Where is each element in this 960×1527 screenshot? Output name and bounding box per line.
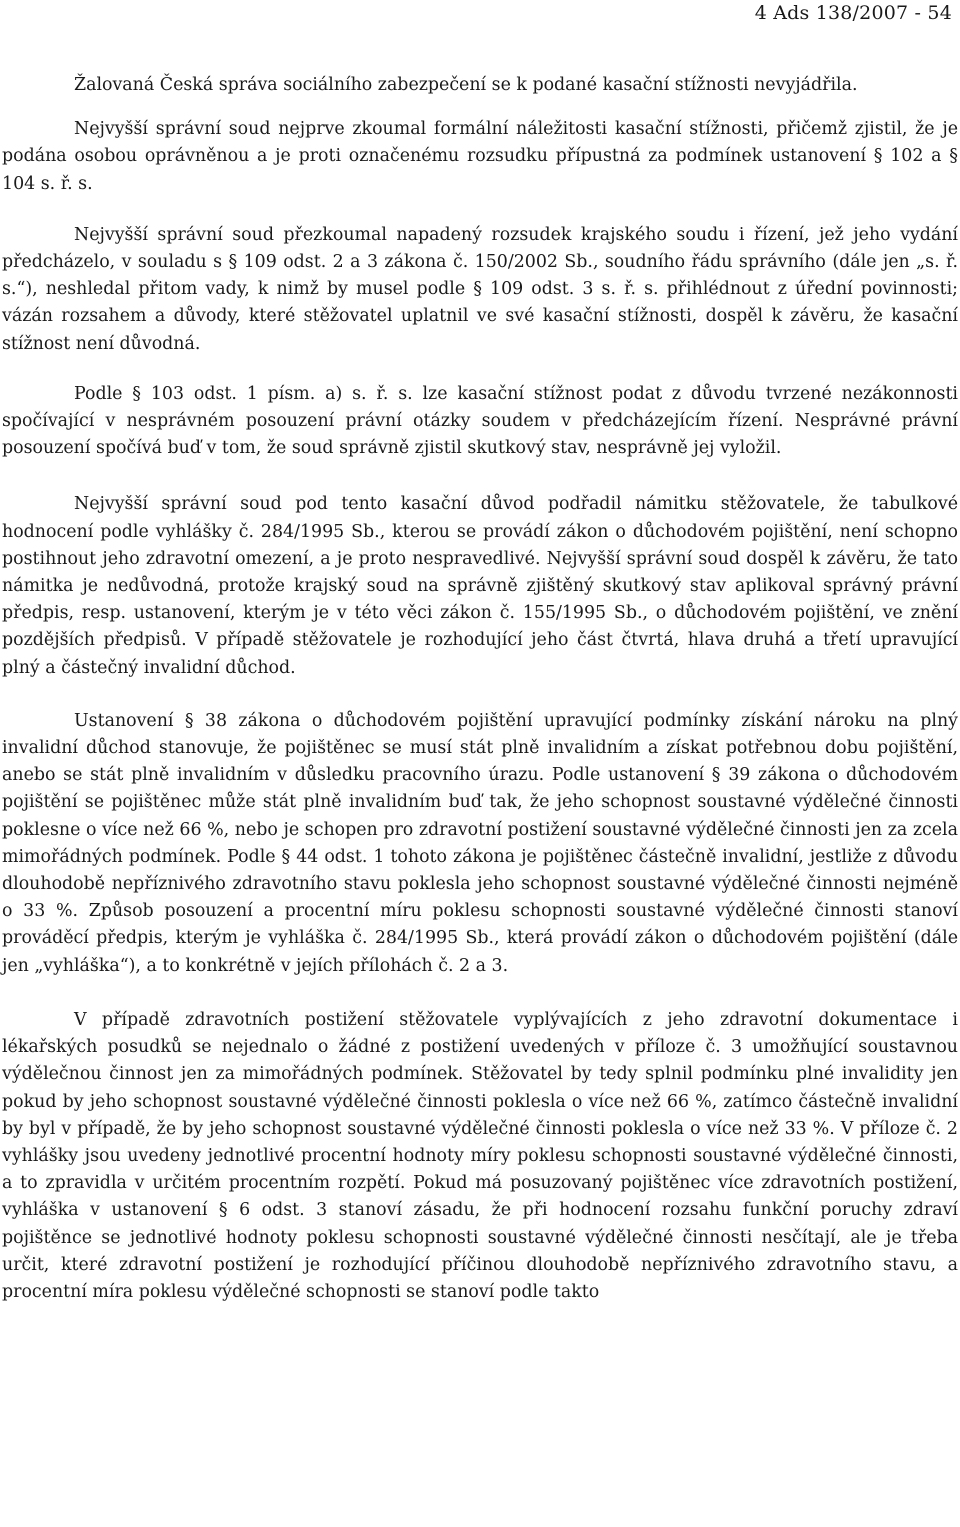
document-body <box>2 72 958 1331</box>
paragraph-respondent-statement: Žalovaná Česká správa sociálního zabezpečení se k podané kasační stížnosti nevyjádřila. <box>74 75 858 95</box>
paragraph-health-evaluation: V případě zdravotních postižení stěžovatele vyplývajících z jeho zdravotní dokumentace i lékařských posudků se nejednalo o žádné z postižení uvedených v příloze č. 3 umožňující soustavnou výdělečnou činnost jen za mimořádných podmínek. Stěžovatel by tedy splnil podmínku plné invalidity jen pokud by jeho schopnost soustavné výdělečné činnosti poklesla o více než 66 %, zatímco částečně invalidní by byl v případě, že by jeho schopnost soustavné výdělečné činnosti poklesla o více než 33 %. V příloze č. 2 vyhlášky jsou uvedeny jednotlivé procentní hodnoty míry poklesu schopnosti soustavné výdělečné činnosti, a to zpravidla v určitém procentním rozpětí. Pokud má posuzovaný pojištěnec více zdravotních postižení, vyhláška v ustanovení § 6 odst. 3 stanoví zásadu, že při hodnocení rozsahu funkční poruchy zdraví pojištěnce se jednotlivé hodnoty poklesu schopnosti soustavné výdělečné činnosti nesčítají, ale je třeba určit, které zdravotní postižení je rozhodující příčinou dlouhodobě nepříznivého zdravotního stavu, a procentní míra poklesu výdělečné schopnosti se stanoví podle takto <box>2 1009 958 1302</box>
paragraph-invalidity-conditions: Ustanovení § 38 zákona o důchodovém pojištění upravující podmínky získání nároku na plný invalidní důchod stanovuje, že pojištěnec se musí stát plně invalidním a získat potřebnou dobu pojištění, anebo se stát plně invalidním v důsledku pracovního úrazu. Podle ustanovení § 39 zákona o důchodovém pojištění se pojištěnec může stát plně invalidním buď tak, že jeho schopnost soustavné výdělečné činnosti poklesne o více než 66 %, nebo je schopen pro zdravotní postižení soustavné výdělečné činnosti jen za zcela mimořádných podmínek. Podle § 44 odst. 1 tohoto zákona je pojištěnec částečně invalidní, jestliže z důvodu dlouhodobě nepříznivého zdravotního stavu poklesla jeho schopnost soustavné výdělečné činnosti nejméně o 33 %. Způsob posouzení a procentní míru poklesu schopnosti soustavné výdělečné činnosti stanoví prováděcí předpis, kterým je vyhláška č. 284/1995 Sb., která provádí zákon o důchodovém pojištění (dále jen „vyhláška“), a to konkrétně v jejích přílohách č. 2 a 3. <box>2 710 958 976</box>
paragraph-cassation-ground: Podle § 103 odst. 1 písm. a) s. ř. s. lze kasační stížnost podat z důvodu tvrzené nezákonnosti spočívající v nesprávném posouzení právní otázky soudem v předcházejícím řízení. Nesprávné právní posouzení spočívá buď v tom, že soud správně zjistil skutkový stav, nesprávně jej vyložil. <box>2 383 958 459</box>
paragraph-admissibility: Nejvyšší správní soud nejprve zkoumal formální náležitosti kasační stížnosti, přičemž zjistil, že je podána osobou oprávněnou a je proti označenému rozsudku přípustná za podmínek ustanovení § 102 a § 104 s. ř. s. <box>2 119 958 194</box>
paragraph-review: Nejvyšší správní soud přezkoumal napadený rozsudek krajského soudu i řízení, jež jeho vydání předcházelo, v souladu s § 109 odst. 2 a 3 zákona č. 150/2002 Sb., soudního řádu správního (dále jen „s. ř. s.“), neshledal přitom vady, k nimž by musel podle § 109 odst. 3 s. ř. s. přihlédnout z úřední povinnosti; vázán rozsahem a důvody, které stěžovatel uplatnil ve své kasační stížnosti, dospěl k závěru, že kasační stížnost není důvodná. <box>2 224 958 354</box>
paragraph-objection-assessment: Nejvyšší správní soud pod tento kasační důvod podřadil námitku stěžovatele, že tabulkové hodnocení podle vyhlášky č. 284/1995 Sb., kterou se provádí zákon o důchodovém pojištění, není schopno postihnout jeho zdravotní omezení, a je proto nespravedlivé. Nejvyšší správní soud dospěl k závěru, že tato námitka je nedůvodná, protože krajský soud na správně zjištěný skutkový stav aplikoval správný právní předpis, resp. ustanovení, kterým je v této věci zákon č. 155/1995 Sb., o důchodovém pojištění, ve znění pozdějších předpisů. V případě stěžovatele je rozhodující jeho část čtvrtá, hlava druhá a třetí upravující plný a částečný invalidní důchod. <box>2 494 958 678</box>
case-number-header: 4 Ads 138/2007 - 54 <box>754 2 952 24</box>
